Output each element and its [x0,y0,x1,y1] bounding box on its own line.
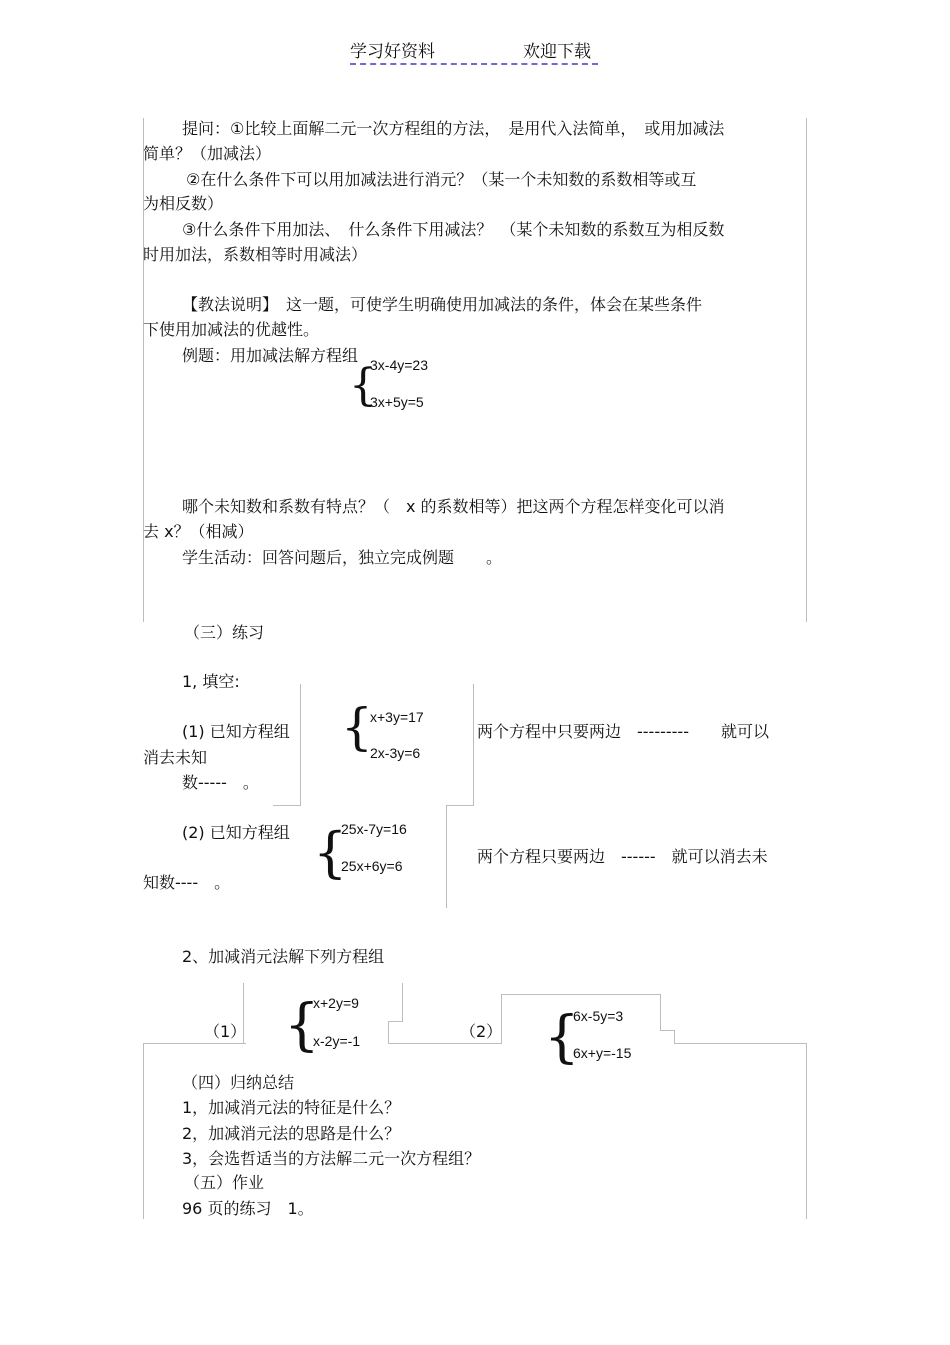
summary-item-3: 3，会选哲适当的方法解二元一次方程组？ [182,1149,481,1168]
item2-prefix: (2) 已知方程组 [182,823,290,842]
solve1-label: （1） [204,1022,247,1041]
item1-box-bottom-right [446,805,474,806]
lower-box-top-left [143,1043,246,1044]
lower-box-right [806,1043,807,1219]
solve1-eq-2: x-2y=-1 [313,1033,361,1049]
item2-suffix: 两个方程只要两边 ------ 就可以消去未 [477,847,768,866]
solve2-box-right [660,994,661,1030]
item1-box-bottom-left [273,805,301,806]
item1-suffix: 两个方程中只要两边 --------- 就可以 [477,722,769,741]
lower-box-top-mid [388,1043,502,1044]
discussion-line-2: 去 x？（相减） [143,522,254,541]
summary-heading: （四）归纳总结 [182,1073,295,1092]
solve2-box-top [501,994,661,995]
item2-brace: { [313,821,348,884]
question-2-line-1: ②在什么条件下可以用加减法进行消元？（某一个未知数的系数相等或互 [186,170,697,189]
question-1-line-1: 提问：①比较上面解二元一次方程组的方法， 是用代入法简单， 或用加减法 [182,119,725,138]
item2-eq-2: 25x+6y=6 [341,858,403,874]
header-underline [350,63,598,65]
item2-box-right [446,806,447,908]
practice-heading: （三）练习 [184,623,265,642]
solve1-box-right-lower [388,1021,389,1043]
homework-heading: （五）作业 [184,1173,265,1192]
solve2-eq-2: 6x+y=-15 [573,1045,632,1061]
header-left: 学习好资料 [350,42,435,62]
item1-continue-1: 消去未知 [143,748,208,767]
item1-eq-1: x+3y=17 [370,709,424,725]
item1-continue-2: 数----- 。 [182,773,259,792]
summary-item-1: 1，加减消元法的特征是什么？ [182,1098,401,1117]
solve-title: 2、加减消元法解下列方程组 [182,947,385,966]
teaching-note-line-1: 【教法说明】 这一题，可使学生明确使用加减法的条件，体会在某些条件 [182,295,703,314]
solve2-box-right-lower [674,1030,675,1044]
item2-eq-1: 25x-7y=16 [341,821,407,837]
header-right: 欢迎下载 [523,42,591,62]
discussion-line-1: 哪个未知数和系数有特点？（ x 的系数相等）把这两个方程怎样变化可以消 [182,497,725,516]
solve1-brace: { [284,993,320,1058]
example-label: 例题：用加减法解方程组 [182,346,359,365]
summary-item-2: 2，加减消元法的思路是什么？ [182,1124,401,1143]
item1-box-right [473,684,474,806]
fill-blank-title: 1, 填空: [182,672,240,691]
example-brace: { [349,360,377,411]
question-3-line-2: 时用加法，系数相等时用减法） [143,245,368,264]
lower-box-top-right [674,1043,807,1044]
item1-box-left [300,684,301,806]
solve1-eq-1: x+2y=9 [313,995,359,1011]
solve1-box-right [402,983,403,1021]
item1-eq-2: 2x-3y=6 [370,745,421,761]
item2-continue: 知数---- 。 [143,873,231,892]
solve2-box-step [660,1030,674,1031]
solve2-label: （2） [460,1022,503,1041]
item1-brace: { [341,698,373,756]
solve2-brace: { [544,1005,580,1070]
teaching-note-line-2: 下使用加减法的优越性。 [143,320,320,339]
item1-prefix: (1) 已知方程组 [182,722,290,741]
section-border-right [806,118,807,622]
question-1-line-2: 简单？（加减法） [143,144,272,163]
question-2-line-2: 为相反数） [143,194,224,213]
question-3-line-1: ③什么条件下用加法、 什么条件下用减法？ （某个未知数的系数互为相反数 [182,220,725,239]
student-activity: 学生活动：回答问题后，独立完成例题 。 [182,548,503,567]
example-eq-2: 3x+5y=5 [370,394,424,410]
solve2-eq-1: 6x-5y=3 [573,1008,624,1024]
solve1-box-step [388,1021,403,1022]
lower-box-left [143,1043,144,1219]
homework-text: 96 页的练习 1。 [182,1199,314,1218]
example-eq-1: 3x-4y=23 [370,357,428,373]
